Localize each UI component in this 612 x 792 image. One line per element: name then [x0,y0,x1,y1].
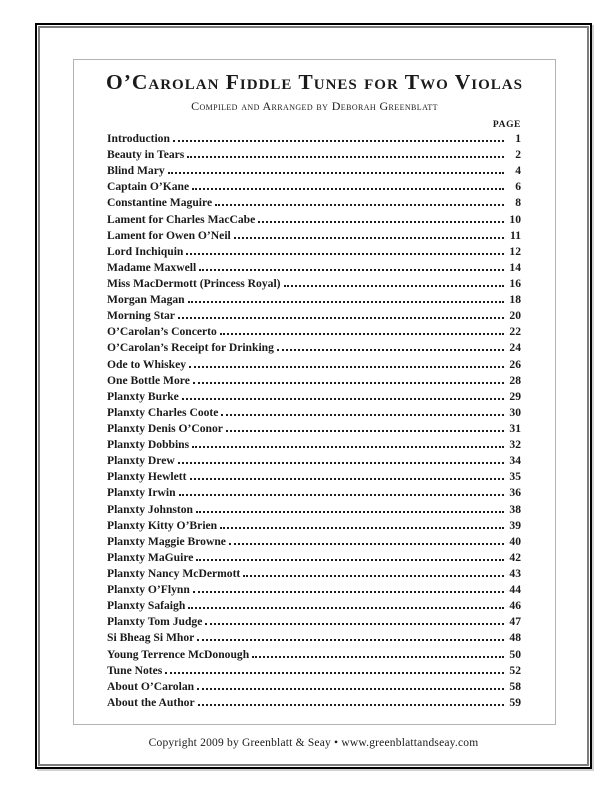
toc-entry-title: Planxty MaGuire [107,550,194,564]
toc-entry-page: 14 [509,260,521,274]
toc-dot-leader [234,237,504,239]
toc-row [107,229,521,245]
toc-dot-leader [193,382,504,384]
toc-row [107,213,521,229]
toc-row [107,325,521,341]
toc-entry-title: Planxty Kitty O’Brien [107,518,218,532]
toc-row [107,519,521,535]
toc-dot-leader [196,511,504,513]
toc-entry-title: Introduction [107,132,170,145]
toc-dot-leader [252,656,504,658]
toc-row [107,503,521,519]
toc-row [107,631,521,647]
toc-entry-page: 48 [509,631,521,645]
toc-entry-title: O’Carolan’s Receipt for Drinking [107,341,274,355]
toc-dot-leader [189,366,504,368]
toc-row [107,696,521,712]
toc-entry-title: Planxty Drew [107,454,175,468]
toc-entry-page: 44 [509,583,521,597]
toc-entry-title: Planxty Maggie Browne [107,534,226,548]
toc-entry-title: Morning Star [107,309,175,323]
toc-dot-leader [173,140,504,142]
toc-entry-title: Planxty Denis O’Conor [107,421,223,435]
toc-dot-leader [179,494,504,496]
toc-list [74,132,555,712]
toc-entry-page: 50 [509,647,521,661]
toc-dot-leader [186,253,504,255]
toc-entry-title: Lord Inchiquin [107,244,184,258]
toc-entry-page: 58 [509,679,521,693]
toc-dot-leader [168,172,504,174]
toc-row [107,454,521,470]
toc-entry-page: 43 [509,566,521,580]
toc-dot-leader [187,156,504,158]
toc-dot-leader [199,269,504,271]
toc-entry-title: Si Bheag Si Mhor [107,631,195,645]
toc-dot-leader [192,188,504,190]
toc-entry-title: Planxty Burke [107,389,179,403]
toc-entry-page: 10 [509,212,521,226]
toc-entry-page: 2 [515,148,521,162]
toc-row [107,358,521,374]
toc-dot-leader [190,478,504,480]
book-subtitle: Compiled and Arranged by Deborah Greenblatt [191,99,438,113]
toc-entry-page: 8 [515,196,521,210]
toc-entry-title: Morgan Magan [107,293,185,307]
toc-entry-title: Blind Mary [107,164,165,178]
toc-row [107,470,521,486]
toc-row [107,438,521,454]
toc-dot-leader [188,301,504,303]
toc-dot-leader [220,333,504,335]
toc-dot-leader [178,462,504,464]
toc-entry-title: O’Carolan’s Concerto [107,325,217,339]
toc-row [107,164,521,180]
toc-dot-leader [165,672,504,674]
toc-entry-page: 11 [510,228,521,242]
toc-entry-page: 39 [509,518,521,532]
toc-entry-title: Lament for Owen O’Neil [107,228,231,242]
toc-entry-page: 29 [509,389,521,403]
toc-entry-page: 38 [509,502,521,516]
toc-entry-page: 4 [515,164,521,178]
toc-dot-leader [226,430,504,432]
toc-row [107,615,521,631]
toc-row [107,261,521,277]
toc-entry-title: Young Terrence McDonough [107,647,250,661]
toc-entry-page: 28 [509,373,521,387]
page-border-outer [35,23,592,769]
book-title: O’Carolan Fiddle Tunes for Two Violas [105,70,523,94]
toc-entry-page: 22 [509,325,521,339]
toc-row [107,664,521,680]
toc-dot-leader [258,221,504,223]
toc-dot-leader [197,688,504,690]
toc-entry-title: Lament for Charles MacCabe [107,212,256,226]
toc-dot-leader [284,285,504,287]
toc-dot-leader [215,204,504,206]
toc-entry-page: 20 [509,309,521,323]
toc-entry-title: Planxty Irwin [107,486,176,500]
toc-entry-page: 46 [509,599,521,613]
toc-row [107,583,521,599]
toc-row [107,422,521,438]
toc-dot-leader [192,446,504,448]
toc-entry-page: 30 [509,405,521,419]
toc-dot-leader [196,559,504,561]
toc-row [107,341,521,357]
toc-entry-title: Madame Maxwell [107,260,197,274]
toc-entry-title: Planxty O’Flynn [107,583,190,597]
toc-row [107,680,521,696]
toc-entry-page: 32 [509,438,521,452]
toc-dot-leader [220,527,504,529]
toc-entry-title: Planxty Tom Judge [107,615,203,629]
toc-entry-page: 1 [515,132,521,145]
toc-row [107,535,521,551]
toc-entry-title: Planxty Dobbins [107,438,190,452]
toc-row [107,406,521,422]
toc-entry-page: 47 [509,615,521,629]
toc-dot-leader [198,704,504,706]
toc-row [107,390,521,406]
toc-entry-page: 18 [509,293,521,307]
toc-entry-title: Captain O’Kane [107,180,190,194]
toc-entry-page: 52 [509,663,521,677]
toc-row [107,599,521,615]
toc-box [73,59,556,725]
toc-dot-leader [182,398,504,400]
toc-dot-leader [243,575,504,577]
toc-entry-title: Tune Notes [107,663,163,677]
toc-entry-page: 26 [509,357,521,371]
toc-row [107,245,521,261]
toc-entry-page: 36 [509,486,521,500]
toc-entry-title: Beauty in Tears [107,148,185,162]
toc-row [107,196,521,212]
footer [40,737,587,749]
toc-entry-page: 35 [509,470,521,484]
toc-row [107,551,521,567]
toc-row [107,180,521,196]
toc-dot-leader [197,639,504,641]
toc-entry-title: About the Author [107,695,195,709]
toc-row [107,648,521,664]
toc-entry-title: Planxty Nancy McDermott [107,566,241,580]
toc-entry-title: Planxty Hewlett [107,470,187,484]
toc-entry-title: About O’Carolan [107,679,195,693]
toc-dot-leader [178,317,504,319]
toc-row [107,132,521,148]
toc-entry-page: 16 [509,276,521,290]
toc-entry-page: 42 [509,550,521,564]
toc-dot-leader [229,543,504,545]
toc-entry-page: 6 [515,180,521,194]
toc-entry-page: 40 [509,534,521,548]
toc-entry-title: Ode to Whiskey [107,357,187,371]
toc-dot-leader [188,607,504,609]
toc-row [107,309,521,325]
toc-entry-title: Constantine Maguire [107,196,213,210]
toc-entry-page: 31 [509,421,521,435]
toc-entry-title: Planxty Charles Coote [107,405,219,419]
toc-entry-title: Planxty Safaigh [107,599,186,613]
page-column-header: PAGE [492,120,521,130]
toc-entry-page: 59 [509,695,521,709]
toc-entry-page: 24 [509,341,521,355]
toc-entry-page: 34 [509,454,521,468]
toc-row [107,277,521,293]
toc-row [107,374,521,390]
toc-dot-leader [193,591,504,593]
toc-entry-title: One Bottle More [107,373,190,387]
toc-row [107,293,521,309]
toc-dot-leader [277,349,504,351]
page-border-inner [38,26,589,766]
copyright-text: Copyright 2009 by Greenblatt & Seay • www.greenblattandseay.com [148,737,479,749]
toc-row [107,486,521,502]
toc-dot-leader [205,623,504,625]
toc-entry-title: Miss MacDermott (Princess Royal) [107,276,281,290]
toc-row [107,567,521,583]
toc-entry-title: Planxty Johnston [107,502,194,516]
toc-dot-leader [221,414,504,416]
toc-row [107,148,521,164]
toc-entry-page: 12 [509,244,521,258]
